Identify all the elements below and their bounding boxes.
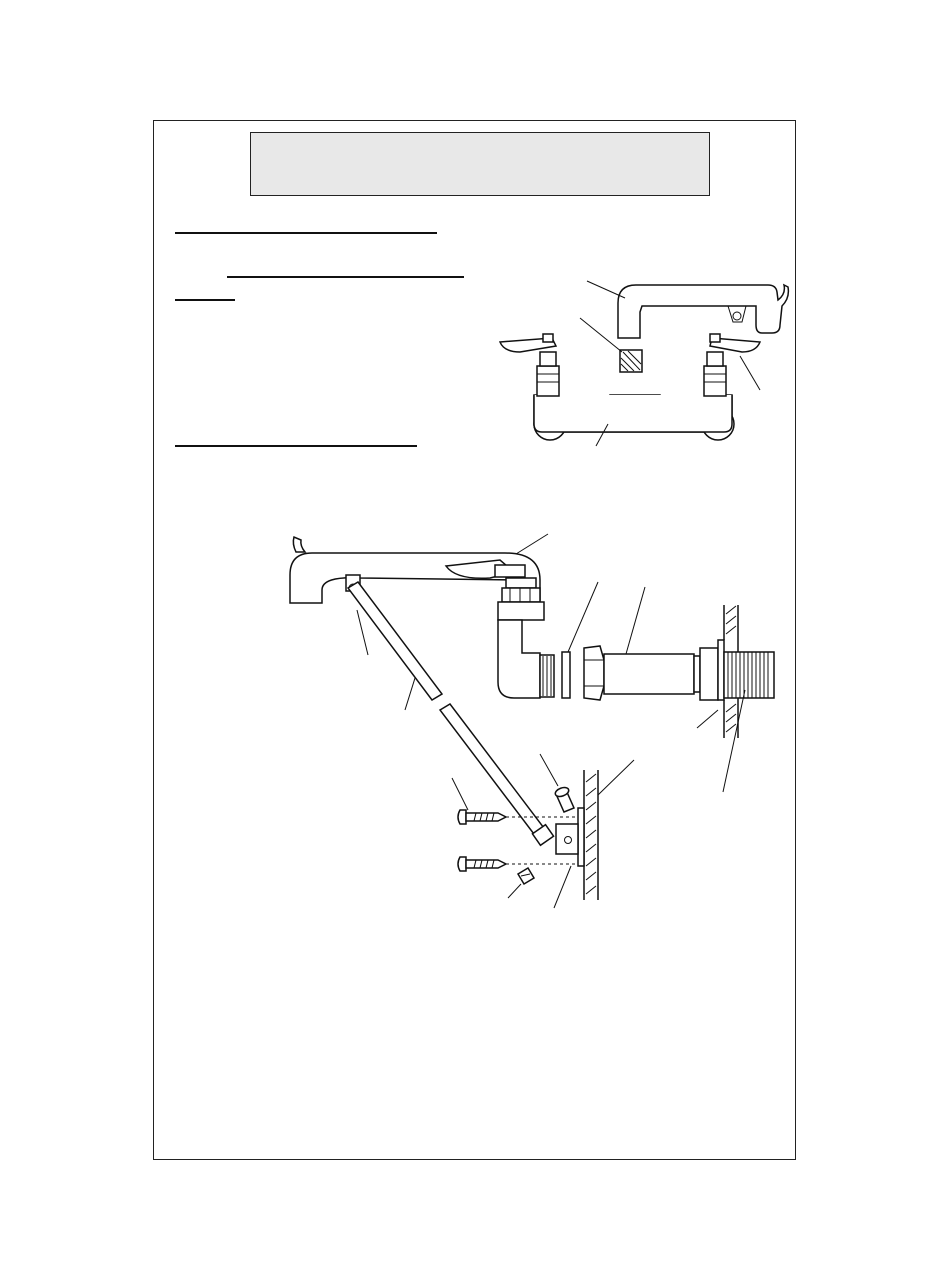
nipple-part bbox=[584, 646, 700, 700]
wall-flange-part bbox=[700, 605, 774, 738]
aerator-part bbox=[620, 350, 642, 372]
bottom-faucet-figure bbox=[290, 534, 774, 908]
rivet-part bbox=[554, 786, 574, 812]
set-screw-part bbox=[518, 868, 534, 884]
washer-part bbox=[562, 652, 570, 698]
spout-part bbox=[618, 285, 788, 338]
top-faucet-figure bbox=[500, 281, 788, 446]
